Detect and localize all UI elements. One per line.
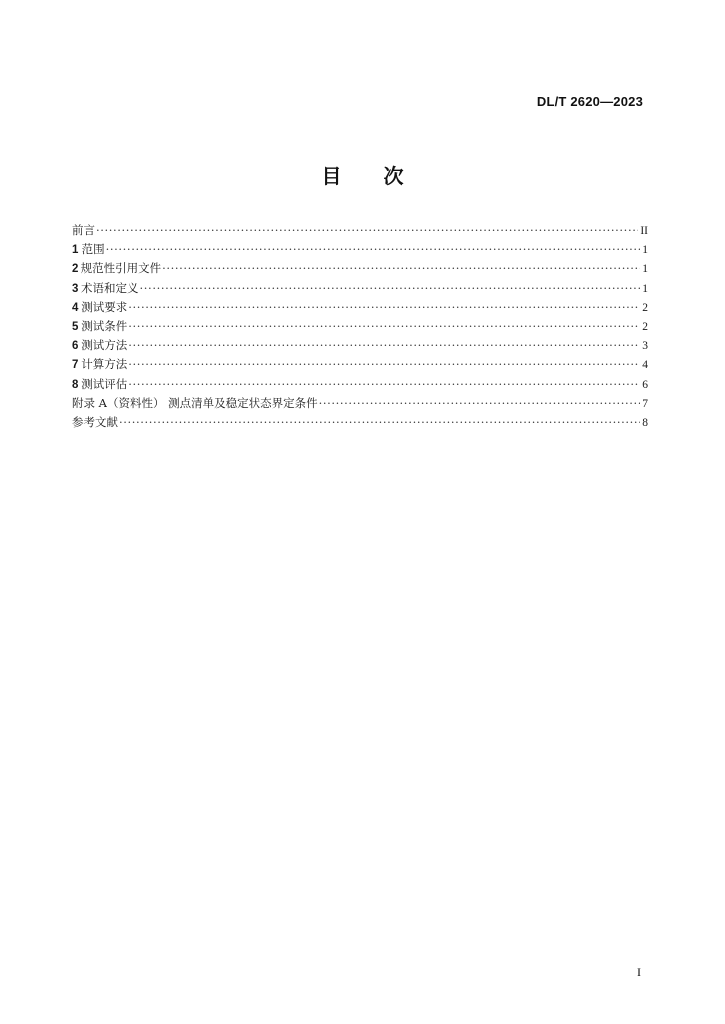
toc-entry-appendix-a[interactable]	[72, 394, 648, 413]
toc-leader-dots	[128, 355, 640, 374]
toc-entry-number: 4	[72, 301, 79, 314]
toc-entry-number: 2	[72, 263, 79, 276]
standard-code: DL/T 2620—2023	[536, 94, 643, 109]
toc-entry-label: 范围	[81, 242, 105, 257]
toc-entry-scope[interactable]	[72, 240, 648, 259]
toc-leader-dots	[319, 394, 641, 413]
toc-entry-page: II	[640, 225, 648, 237]
toc-entry-label: 参考文献	[72, 414, 118, 429]
toc-entry-terms-definitions[interactable]	[72, 279, 648, 298]
toc-entry-page: 6	[642, 378, 648, 391]
toc-entry-label: 附录 A（资料性） 测点清单及稳定状态界定条件	[72, 395, 318, 410]
toc-entry-test-conditions[interactable]	[72, 317, 648, 336]
toc-leader-dots	[128, 336, 640, 355]
toc-entry-label: 测试要求	[81, 299, 128, 314]
toc-entry-page: 1	[642, 282, 648, 295]
toc-entry-test-evaluation[interactable]	[72, 375, 648, 394]
toc-leader-dots	[128, 298, 640, 317]
toc-entry-page: 4	[642, 359, 648, 372]
toc-leader-dots	[106, 240, 641, 259]
toc-leader-dots	[128, 375, 640, 394]
toc-entry-label: 术语和定义	[81, 280, 139, 295]
toc-entry-page: 2	[642, 320, 648, 333]
toc-leader-dots	[119, 413, 640, 432]
page-number: I	[637, 965, 641, 979]
toc-entry-page: 3	[642, 340, 648, 353]
toc-entry-bibliography[interactable]	[72, 413, 648, 432]
toc-entry-test-methods[interactable]	[72, 336, 648, 355]
toc-entry-calculation-methods[interactable]	[72, 355, 648, 374]
toc-entry-number: 3	[72, 282, 79, 295]
table-of-contents	[72, 221, 648, 432]
toc-entry-foreword[interactable]	[72, 221, 648, 240]
toc-leader-dots	[140, 279, 641, 298]
toc-entry-page: 7	[642, 397, 648, 410]
toc-entry-page: 2	[642, 301, 648, 314]
toc-entry-number: 5	[72, 320, 79, 333]
toc-entry-label: 测试方法	[81, 338, 128, 353]
toc-entry-number: 1	[72, 244, 79, 257]
toc-entry-page: 1	[642, 244, 648, 257]
toc-entry-number: 8	[72, 378, 79, 391]
toc-entry-label: 规范性引用文件	[80, 261, 162, 276]
toc-leader-dots	[162, 259, 640, 278]
toc-leader-dots	[96, 221, 638, 240]
toc-leader-dots	[128, 317, 640, 336]
toc-entry-label: 计算方法	[81, 357, 128, 372]
toc-entry-number: 7	[72, 359, 79, 372]
toc-entry-number: 6	[72, 340, 79, 353]
toc-entry-normative-references[interactable]	[72, 259, 648, 278]
toc-entry-label: 测试条件	[81, 318, 128, 333]
toc-entry-label: 测试评估	[81, 376, 128, 391]
toc-entry-page: 8	[642, 416, 648, 429]
toc-entry-label: 前言	[72, 223, 95, 237]
toc-entry-test-requirements[interactable]	[72, 298, 648, 317]
toc-entry-page: 1	[642, 263, 648, 276]
page-title: 目次	[321, 164, 446, 188]
